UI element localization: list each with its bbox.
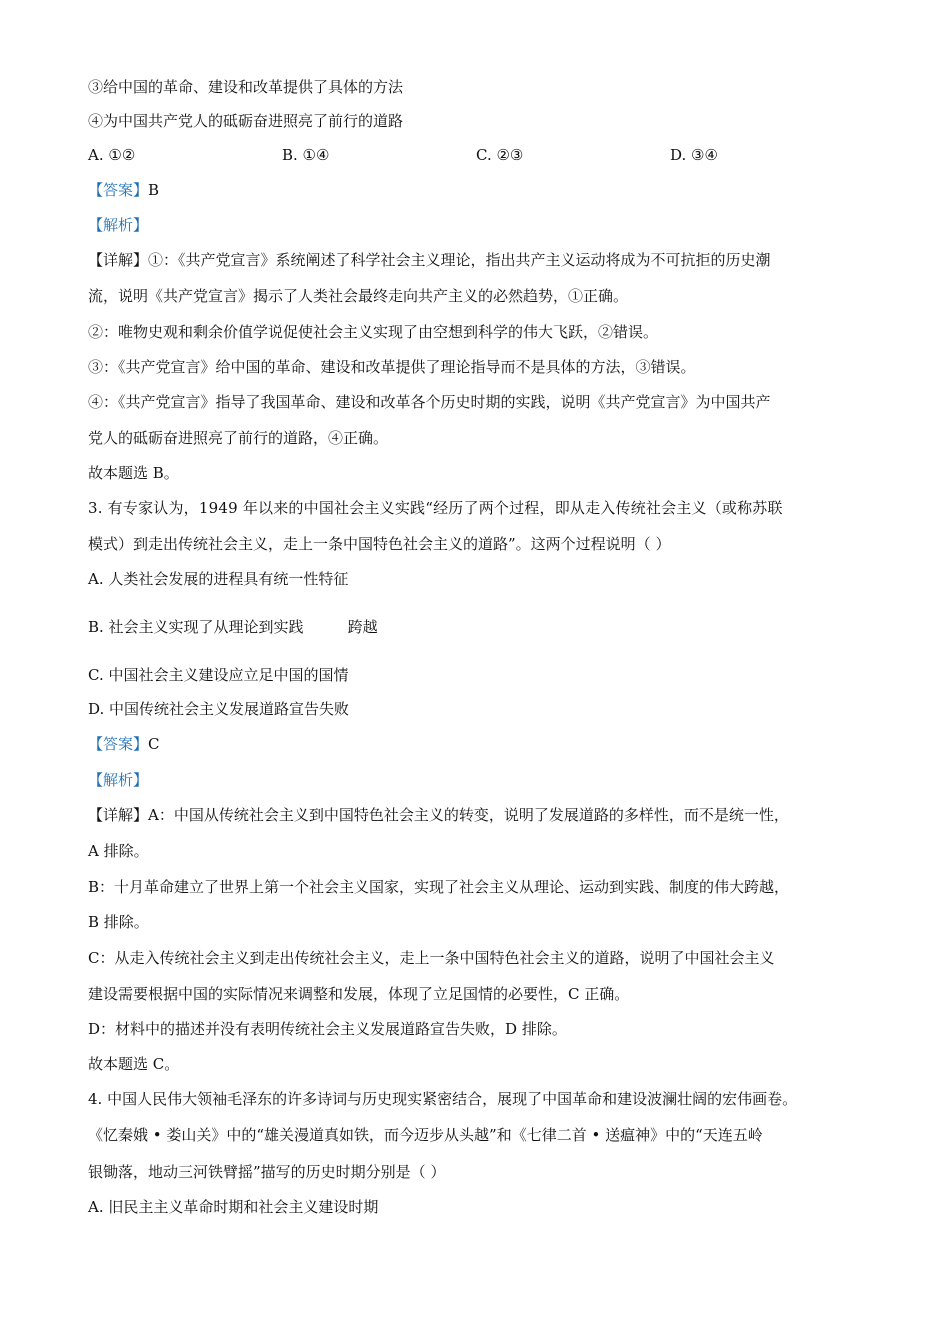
q3-option-d: D. 中国传统社会主义发展道路宣告失败 — [88, 700, 350, 718]
q3-detail-line: D：材料中的描述并没有表明传统社会主义发展道路宣告失败，D 排除。 — [88, 1020, 567, 1038]
q3-detail-line: C：从走入传统社会主义到走出传统社会主义，走上一条中国特色社会主义的道路，说明了中国社会主义 — [88, 949, 775, 967]
answer-value: C — [148, 735, 160, 753]
q3-detail-line: A 排除。 — [88, 842, 149, 860]
q3-option-a: A. 人类社会发展的进程具有统一性特征 — [88, 570, 349, 588]
q2-detail-line: ③：《共产党宣言》给中国的革命、建设和改革提供了理论指导而不是具体的方法，③错误。 — [88, 358, 696, 376]
q2-detail-line: ②：唯物史观和剩余价值学说促使社会主义实现了由空想到科学的伟大飞跃，②错误。 — [88, 323, 659, 341]
detail-text: A：中国从传统社会主义到中国特色社会主义的转变，说明了发展道路的多样性，而不是统一性， — [148, 806, 789, 824]
q2-detail-line: ④：《共产党宣言》指导了我国革命、建设和改革各个历史时期的实践，说明《共产党宣言》为中国共产 — [88, 393, 771, 411]
q3-detail-line: B：十月革命建立了世界上第一个社会主义国家，实现了社会主义从理论、运动到实践、制度的伟大跨越， — [88, 878, 790, 896]
q2-option-c: C. ②③ — [476, 146, 524, 164]
q2-conclusion: 故本题选 B。 — [88, 464, 179, 482]
q3-stem-line: 模式）到走出传统社会主义，走上一条中国特色社会主义的道路”。这两个过程说明（ ） — [88, 535, 671, 553]
q2-option-d: D. ③④ — [670, 146, 718, 164]
q4-stem-line: 银锄落，地动三河铁臂摇”描写的历史时期分别是（ ） — [88, 1163, 446, 1181]
q3-option-c: C. 中国社会主义建设应立足中国的国情 — [88, 666, 349, 684]
q3-conclusion: 故本题选 C。 — [88, 1055, 180, 1073]
answer-tag: 【答案】 — [88, 735, 149, 753]
q3-option-b-tail: 跨越 — [347, 618, 378, 636]
q3-answer — [88, 734, 160, 754]
q2-statement-4: ④为中国共产党人的砥砺奋进照亮了前行的道路 — [88, 112, 404, 130]
q4-stem-line: 《忆秦娥 • 娄山关》中的“雄关漫道真如铁，而今迈步从头越”和《七律二首 • 送瘟神》中的“天连五岭 — [88, 1126, 763, 1144]
q2-detail-line — [88, 250, 771, 270]
detail-text: ①：《共产党宣言》系统阐述了科学社会主义理论，指出共产主义运动将成为不可抗拒的历史潮 — [148, 251, 771, 269]
q3-detail-line: 建设需要根据中国的实际情况来调整和发展，体现了立足国情的必要性，C 正确。 — [88, 985, 630, 1003]
q2-option-b: B. ①④ — [282, 146, 330, 164]
q2-analysis-tag: 【解析】 — [88, 216, 149, 234]
q3-detail-line — [88, 805, 789, 825]
q3-option-b — [88, 617, 378, 637]
q2-option-a: A. ①② — [88, 146, 136, 164]
detail-tag: 【详解】 — [88, 806, 149, 824]
q3-detail-line: B 排除。 — [88, 913, 149, 931]
q2-detail-line: 党人的砥砺奋进照亮了前行的道路，④正确。 — [88, 429, 389, 447]
q3-stem-line: 3. 有专家认为，1949 年以来的中国社会主义实践“经历了两个过程，即从走入传统社会主义（或称苏联 — [88, 499, 783, 517]
detail-tag: 【详解】 — [88, 251, 149, 269]
q4-option-a: A. 旧民主主义革命时期和社会主义建设时期 — [88, 1198, 379, 1216]
q2-answer — [88, 180, 159, 200]
q3-analysis-tag: 【解析】 — [88, 771, 149, 789]
q2-detail-line: 流，说明《共产党宣言》揭示了人类社会最终走向共产主义的必然趋势，①正确。 — [88, 287, 629, 305]
answer-value: B — [148, 181, 160, 199]
answer-tag: 【答案】 — [88, 181, 149, 199]
q2-statement-3: ③给中国的革命、建设和改革提供了具体的方法 — [88, 78, 404, 96]
q4-stem-line: 4. 中国人民伟大领袖毛泽东的许多诗词与历史现实紧密结合，展现了中国革命和建设波澜壮阔的宏伟画卷。 — [88, 1090, 798, 1108]
q3-option-b-text: B. 社会主义实现了从理论到实践 — [88, 618, 304, 636]
